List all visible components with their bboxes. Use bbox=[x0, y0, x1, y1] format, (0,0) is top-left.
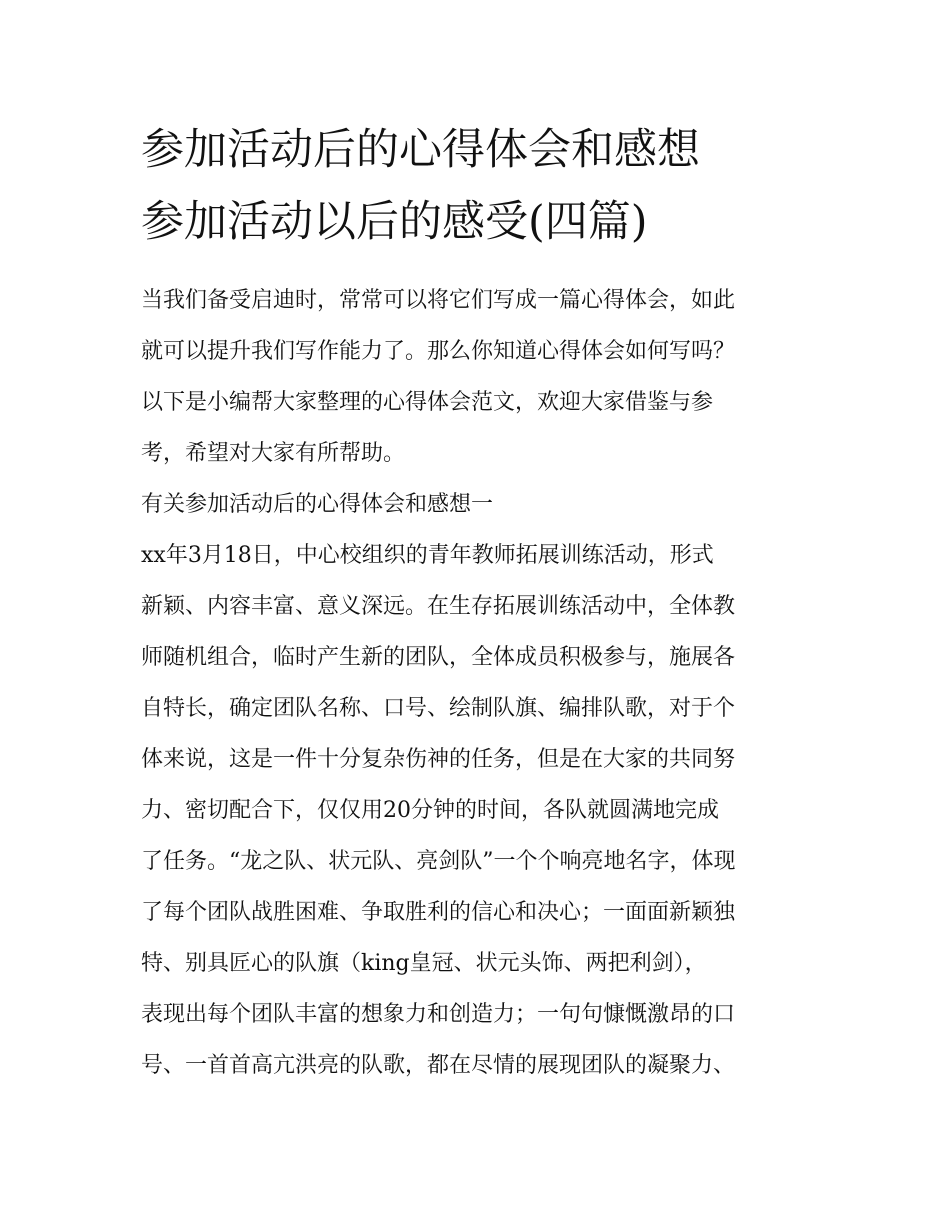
body-line: xx年3月18日，中心校组织的青年教师拓展训练活动，形式 bbox=[141, 543, 714, 568]
body-line: 体来说，这是一件十分复杂伤神的任务，但是在大家的共同努 bbox=[141, 747, 736, 772]
body-line: 就可以提升我们写作能力了。那么你知道心得体会如何写吗？ bbox=[141, 339, 736, 364]
body-line: 当我们备受启迪时，常常可以将它们写成一篇心得体会，如此 bbox=[141, 288, 736, 313]
body-line: 自特长，确定团队名称、口号、绘制队旗、编排队歌，对于个 bbox=[141, 696, 736, 721]
body-line: 了每个团队战胜困难、争取胜利的信心和决心；一面面新颖独 bbox=[141, 900, 736, 925]
body-line: 新颖、内容丰富、意义深远。在生存拓展训练活动中，全体教 bbox=[141, 594, 736, 619]
document-body bbox=[141, 275, 821, 1091]
body-line: 号、一首首高亢洪亮的队歌，都在尽情的展现团队的凝聚力、 bbox=[141, 1053, 736, 1078]
body-line: 力、密切配合下，仅仅用20分钟的时间，各队就圆满地完成 bbox=[141, 798, 719, 823]
body-line: 师随机组合，临时产生新的团队，全体成员积极参与，施展各 bbox=[141, 645, 736, 670]
body-line: 了任务。“龙之队、状元队、亮剑队”一个个响亮地名字，体现 bbox=[141, 849, 736, 874]
document-title bbox=[141, 114, 841, 258]
body-line: 以下是小编帮大家整理的心得体会范文，欢迎大家借鉴与参 bbox=[141, 390, 714, 415]
section-heading: 有关参加活动后的心得体会和感想一 bbox=[141, 492, 494, 517]
title-line-1: 参加活动后的心得体会和感想 bbox=[141, 125, 700, 175]
body-line: 表现出每个团队丰富的想象力和创造力；一句句慷慨激昂的口 bbox=[141, 1002, 736, 1027]
body-line: 特、别具匠心的队旗（king皇冠、状元头饰、两把利剑）， bbox=[141, 951, 707, 976]
body-line: 考，希望对大家有所帮助。 bbox=[141, 441, 406, 466]
title-line-2: 参加活动以后的感受(四篇) bbox=[141, 197, 648, 247]
